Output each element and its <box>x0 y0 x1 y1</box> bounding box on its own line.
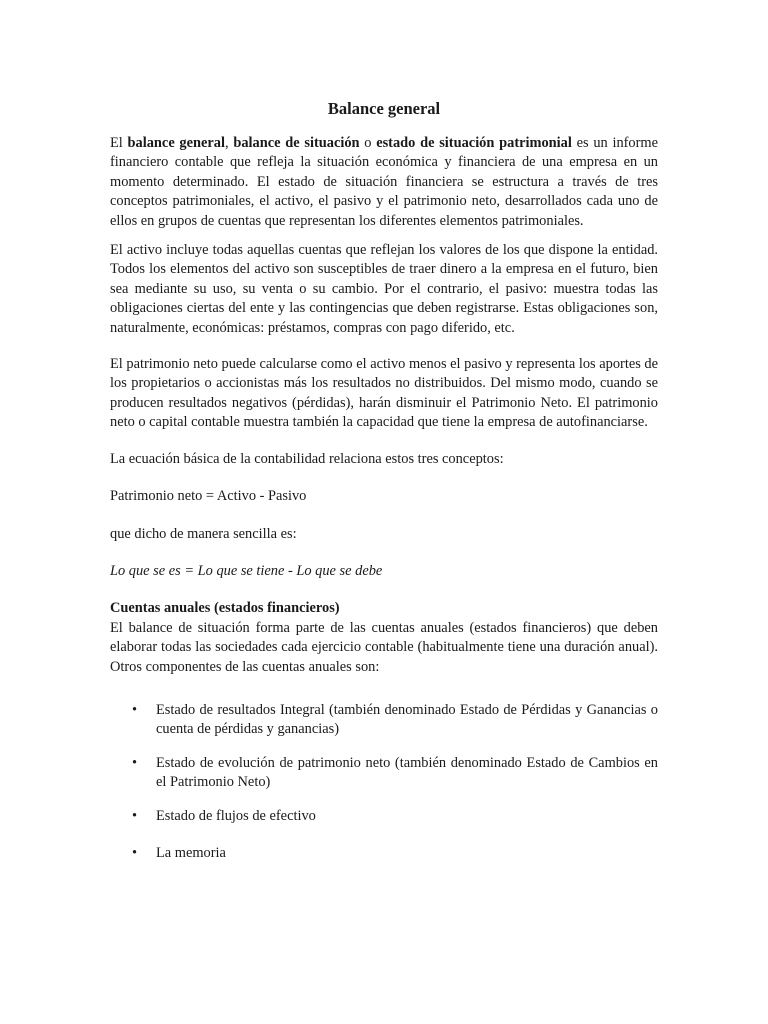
bullet-icon: • <box>132 844 138 861</box>
paragraph-activo: El activo incluye todas aquellas cuentas que reflejan los valores de los que dispone la entidad. Todos los elementos del activo son susceptibles de traer dinero a la empresa en el futuro, bien sea mediante su uso, su venta o su cambio. Por el contrario, el pasivo: muestra todas las obligaciones ciertas del ente y las contingencias que deben registrarse. Estas obligaciones son, naturalmente, económicas: préstamos, compras con pago diferido, etc. <box>110 242 658 336</box>
equation-simple: Lo que se es = Lo que se tiene - Lo que se debe <box>110 562 383 579</box>
document-title: Balance general <box>327 99 441 118</box>
section-heading-cuentas: Cuentas anuales (estados financieros) <box>110 600 340 617</box>
list-item: • Estado de resultados Integral (también denominado Estado de Pérdidas y Ganancias o cuenta de pérdidas y ganancias) <box>132 701 658 738</box>
paragraph-ecuacion: La ecuación básica de la contabilidad relaciona estos tres conceptos: <box>110 450 504 467</box>
document-page <box>110 98 658 877</box>
term-balance-general: balance general <box>127 135 225 151</box>
paragraph-intro: El balance general, balance de situación o estado de situación patrimonial es un informe financiero contable que refleja la situación económica y financiera de una empresa en un momento determinado. El estado de situación financiera se estructura a través de tres conceptos patrimoniales, el activo, el pasivo y el patrimonio neto, desarrollados cada uno de ellos en grupos de cuentas que representan los diferentes elementos patrimoniales. <box>110 135 658 229</box>
list-item: • La memoria <box>110 844 658 863</box>
paragraph-sencilla: que dicho de manera sencilla es: <box>110 525 297 542</box>
list-item: • Estado de evolución de patrimonio neto (también denominado Estado de Cambios en el Patrimonio Neto) <box>132 754 658 791</box>
term-estado-situacion: estado de situación patrimonial <box>376 135 572 151</box>
bullet-icon: • <box>132 807 138 824</box>
components-list <box>110 701 658 863</box>
term-balance-situacion: balance de situación <box>233 135 360 151</box>
paragraph-patrimonio: El patrimonio neto puede calcularse como el activo menos el pasivo y representa los aportes de los propietarios o accionistas más los resultados no distribuidos. Del mismo modo, cuando se producen resultados negativos (pérdidas), harán disminuir el Patrimonio Neto. El patrimonio neto o capital contable muestra también la capacidad que tiene la empresa de autofinanciarse. <box>110 356 658 431</box>
bullet-icon: • <box>132 754 138 771</box>
bullet-icon: • <box>132 701 138 718</box>
equation-line: Patrimonio neto = Activo - Pasivo <box>110 488 307 505</box>
paragraph-cuentas: El balance de situación forma parte de las cuentas anuales (estados financieros) que deben elaborar todas las sociedades cada ejercicio contable (habitualmente tiene una duración anual). Otros componentes de las cuentas anuales son: <box>110 619 658 675</box>
list-item: • Estado de flujos de efectivo <box>110 807 658 826</box>
